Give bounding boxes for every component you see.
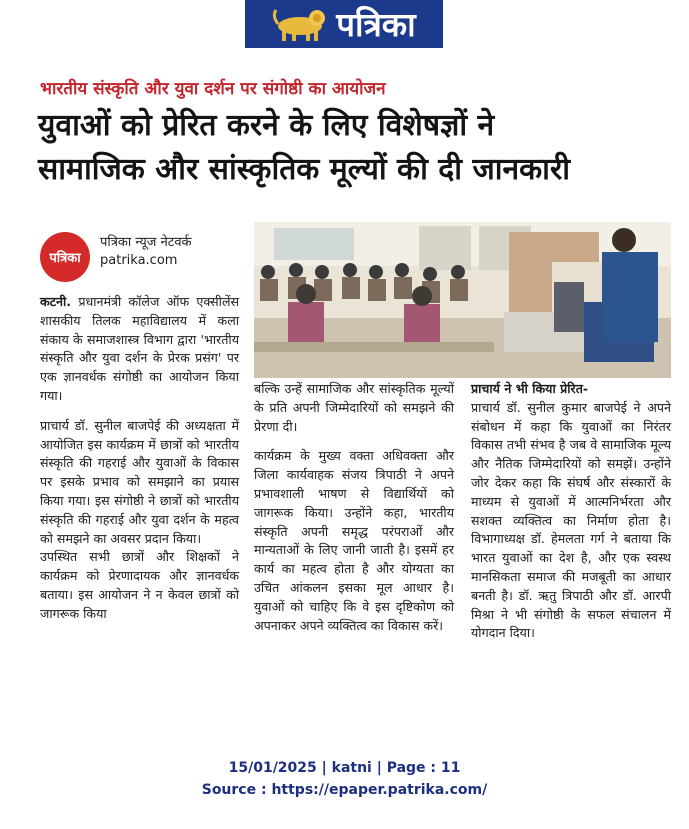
headline-line-1: युवाओं को प्रेरित करने के लिए विशेषज्ञों ने bbox=[38, 108, 495, 143]
patrika-logo: पत्रिका bbox=[40, 232, 90, 282]
masthead bbox=[245, 0, 443, 48]
column-1-paragraph-1 bbox=[40, 293, 239, 406]
issue-info: 15/01/2025 | katni | Page : 11 bbox=[228, 760, 461, 776]
article-kicker: भारतीय संस्कृति और युवा दर्शन पर संगोष्ठी का आयोजन bbox=[40, 79, 386, 99]
masthead-title: पत्रिका bbox=[336, 4, 416, 44]
source-link[interactable]: Source : https://epaper.patrika.com/ bbox=[201, 782, 488, 798]
dateline: कटनी. bbox=[40, 294, 72, 309]
column-3-paragraph-1: प्राचार्य डॉ. सुनील कुमार बाजपेई ने अपने संबोधन में कहा कि युवाओं का निरंतर विकास तभी संभव है जब वे सामाजिक मूल्य और नैतिक जिम्मेदारियों को समझें। उन्होंने जोर देकर कहा कि संघर्ष और संस्कारों के माध्यम से युवाओं में आत्मनिर्भरता और सशक्त व्यक्तित्व का निर्माण होता है। विभागाध्यक्ष डॉ. हेमलता गर्ग ने बताया कि भारत युवाओं का देश है, और एक स्वस्थ मानसिकता समाज की मजबूती का आधार बनती है। डॉ. ऋतु त्रिपाठी और डॉ. आरपी मिश्रा ने भी संगोष्ठी के सफल संचालन में योगदान दिया। bbox=[471, 399, 671, 641]
article-column-2 bbox=[254, 380, 454, 635]
article-column-3 bbox=[471, 380, 671, 643]
column-2-paragraph-1: बल्कि उन्हें सामाजिक और सांस्कृतिक मूल्यों के प्रति अपनी जिम्मेदारियों को समझने की प्रेरणा दी। bbox=[254, 381, 454, 434]
seminar-photo bbox=[254, 222, 671, 378]
column-1-paragraph-3: उपस्थित सभी छात्रों और शिक्षकों ने कार्यक्रम को प्रेरणादायक और ज्ञानवर्धक बताया। इस आयोजन ने न केवल छात्रों को जागरूक किया bbox=[40, 549, 239, 621]
column-2-paragraph-2: कार्यक्रम के मुख्य वक्ता अधिवक्ता और जिला कार्यवाहक संजय त्रिपाठी ने अपने प्रभावशाली भाषण से विद्यार्थियों को जागरूक किया। उन्होंने कहा, भारतीय संस्कृति अपनी समृद्ध परंपराओं और मान्यताओं के लिए जानी जाती है। इसमें हर कार्य का महत्व होता है और योग्यता का उचित आंकलन इसका मूल आधार है। युवाओं को चाहिए कि वे इस दृष्टिकोण को अपनाकर अपने व्यक्तित्व का विकास करें। bbox=[254, 448, 454, 633]
column-3-subhead: प्राचार्य ने भी किया प्रेरित- bbox=[471, 381, 589, 396]
column-1-paragraph-2: प्राचार्य डॉ. सुनील बाजपेई की अध्यक्षता में आयोजित इस कार्यक्रम में छात्रों को भारतीय संस्कृति की गहराई और युवाओं के विकास पर इसके प्रभाव को समझाने का प्रयास किया गया। इस संगोष्ठी ने छात्रों को भारतीय संस्कृति की गहराई और युवा दर्शन के महत्व को समझने का अवसर प्रदान किया। bbox=[40, 417, 239, 546]
seminar-photo-illustration bbox=[254, 222, 671, 378]
column-1-paragraph-1-text: प्रधानमंत्री कॉलेज ऑफ एक्सीलेंस शासकीय तिलक महाविद्यालय में कला संकाय के समाजशास्त्र विभाग द्वारा 'भारतीय संस्कृति और युवा दर्शन के प्रेरक प्रसंग' पर एक ज्ञानवर्धक संगोष्ठी का आयोजन किया गया। bbox=[40, 294, 239, 403]
headline-line-2: सामाजिक और सांस्कृतिक मूल्यों की दी जानकारी bbox=[38, 152, 570, 187]
byline-site: patrika.com bbox=[100, 253, 178, 268]
article-column-1 bbox=[40, 293, 239, 624]
lion-emblem-icon bbox=[272, 6, 330, 42]
article-headline bbox=[38, 104, 658, 192]
byline-network: पत्रिका न्यूज नेटवर्क bbox=[100, 235, 192, 250]
